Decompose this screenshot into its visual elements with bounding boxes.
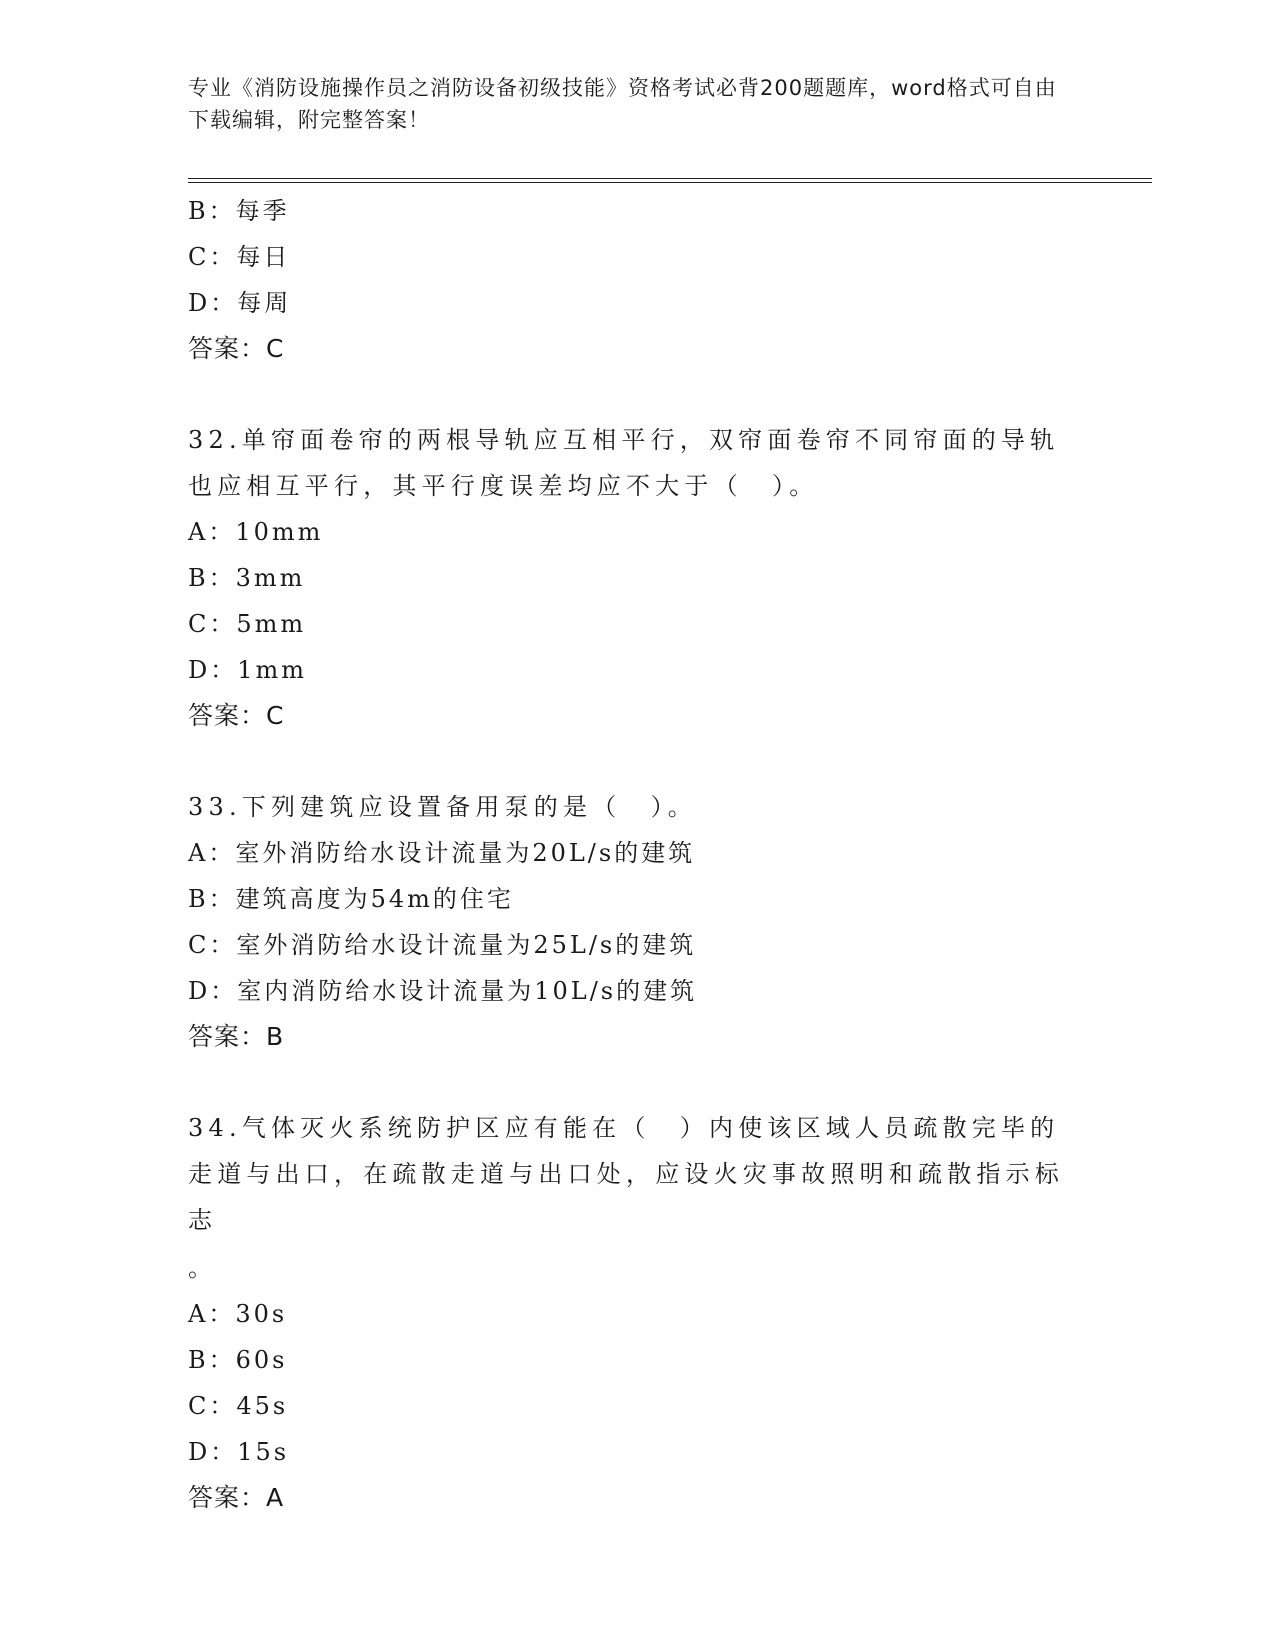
- option-a: A：30s: [188, 1300, 288, 1328]
- answer-line: 答案：C: [188, 334, 285, 363]
- option-d: D：1mm: [188, 656, 308, 684]
- header-divider: [188, 178, 1152, 183]
- option-c: C：5mm: [188, 610, 307, 638]
- question-text: 33.下列建筑应设置备用泵的是（ ）。: [188, 793, 697, 821]
- question-text-tail: 。: [188, 1254, 218, 1282]
- answer-line: 答案：C: [188, 701, 285, 730]
- option-b: B：3mm: [188, 564, 306, 592]
- option-b: B：每季: [188, 197, 290, 225]
- option-c: C：45s: [188, 1392, 289, 1420]
- option-d: D：每周: [188, 289, 292, 317]
- question-text: 34.气体灭火系统防护区应有能在（ ）内使该区域人员疏散完毕的走道与出口，在疏散走道与出口处，应设火灾事故照明和疏散指示标志: [188, 1114, 1064, 1234]
- option-c: C：室外消防给水设计流量为25L/s的建筑: [188, 931, 697, 959]
- question-31-continued: [188, 188, 1088, 372]
- question-33: [188, 784, 1088, 1060]
- question-text: 32.单帘面卷帘的两根导轨应互相平行，双帘面卷帘不同帘面的导轨也应相互平行，其平行度误差均应不大于（ ）。: [188, 426, 1060, 500]
- option-a: A：室外消防给水设计流量为20L/s的建筑: [188, 839, 696, 867]
- question-32: [188, 417, 1088, 739]
- document-header: 专业《消防设施操作员之消防设备初级技能》资格考试必背200题题库，word格式可自由下载编辑，附完整答案！: [188, 76, 1057, 132]
- option-c: C：每日: [188, 243, 291, 271]
- question-34: [188, 1105, 1088, 1521]
- answer-line: 答案：B: [188, 1022, 285, 1051]
- option-d: D：15s: [188, 1438, 290, 1466]
- question-list: [188, 188, 1088, 1521]
- option-a: A：10mm: [188, 518, 324, 546]
- answer-line: 答案：A: [188, 1483, 285, 1512]
- option-b: B：60s: [188, 1346, 288, 1374]
- option-d: D：室内消防给水设计流量为10L/s的建筑: [188, 977, 698, 1005]
- option-b: B：建筑高度为54m的住宅: [188, 885, 514, 913]
